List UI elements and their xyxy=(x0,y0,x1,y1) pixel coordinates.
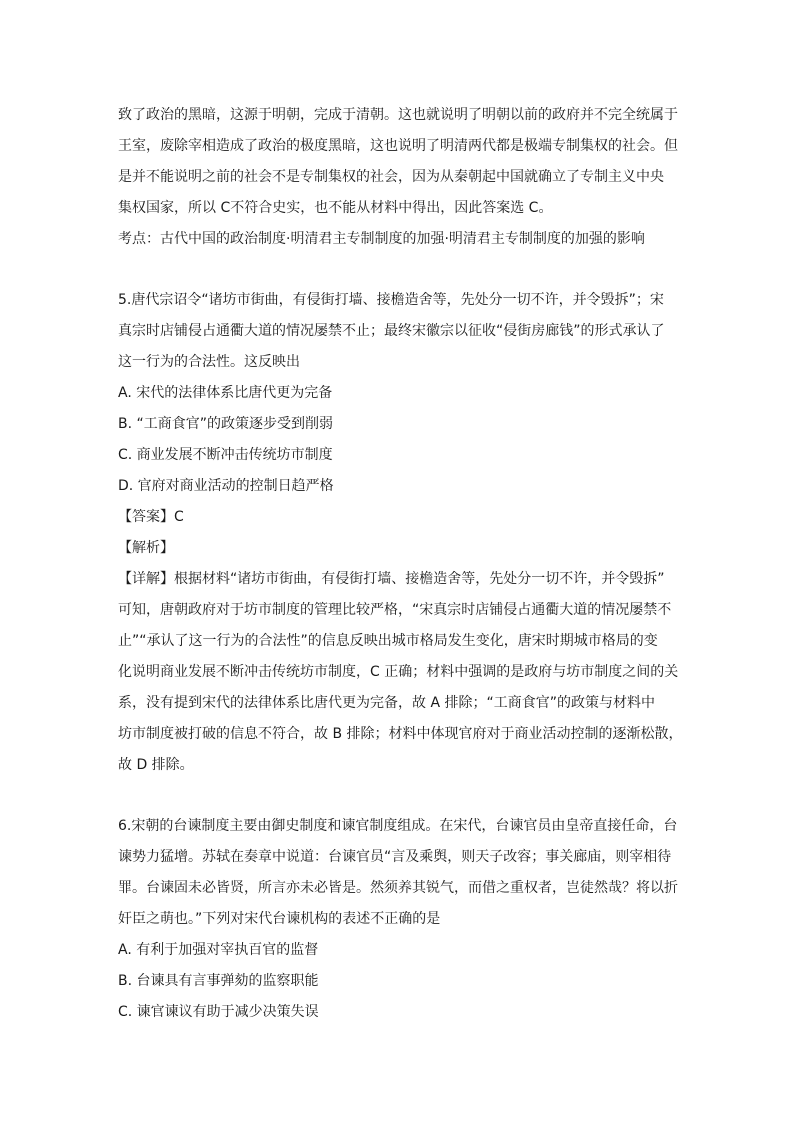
question-stem-line: 6.宋朝的台谏制度主要由御史制度和谏官制度组成。在宋代，台谏官员由皇帝直接任命，台 xyxy=(118,818,678,834)
question-stem-line: 罪。台谏固未必皆贤，所言亦未必皆是。然须养其锐气，而借之重权者，岂徒然哉？将以折 xyxy=(118,880,678,896)
question-5 xyxy=(118,285,683,781)
question-stem-line: 真宗时店铺侵占通衢大道的情况屡禁不止；最终宋徽宗以征收“侵街房廊钱”的形式承认了 xyxy=(118,323,665,339)
answer-label: 【答案】C xyxy=(118,509,184,525)
option-a: A. 宋代的法律体系比唐代更为完备 xyxy=(118,385,333,401)
analysis-label: 【解析】 xyxy=(118,540,174,556)
option-b: B. “工商食官”的政策逐步受到削弱 xyxy=(118,416,334,432)
option-a: A. 有利于加强对宰执百官的监督 xyxy=(118,942,319,958)
detail-line: 故 D 排除。 xyxy=(118,757,194,773)
detail-line: 系，没有提到宋代的法律体系比唐代更为完备，故 A 排除；“工商食官”的政策与材料中 xyxy=(118,695,655,711)
page-content xyxy=(118,100,683,1028)
question-6 xyxy=(118,811,678,1028)
q4-answer-tail xyxy=(118,100,678,255)
option-c: C. 谏官谏议有助于减少决策失误 xyxy=(118,1004,319,1020)
kaodian-note: 考点：古代中国的政治制度·明清君主专制制度的加强·明清君主专制制度的加强的影响 xyxy=(118,231,645,247)
detail-line: 可知，唐朝政府对于坊市制度的管理比较严格，“宋真宗时店铺侵占通衢大道的情况屡禁不 xyxy=(118,602,672,618)
option-d: D. 官府对商业活动的控制日趋严格 xyxy=(118,478,334,494)
detail-line: 【详解】根据材料“诸坊市街曲，有侵街打墙、接檐造舍等，先处分一切不许，并令毁拆” xyxy=(118,571,665,587)
option-c: C. 商业发展不断冲击传统坊市制度 xyxy=(118,447,333,463)
detail-line: 止”“承认了这一行为的合法性”的信息反映出城市格局发生变化，唐宋时期城市格局的变 xyxy=(118,633,658,649)
question-stem-line: 奸臣之萌也。”下列对宋代台谏机构的表述不正确的是 xyxy=(118,911,441,927)
question-stem-line: 这一行为的合法性。这反映出 xyxy=(118,354,300,370)
text-line: 王室，废除宰相造成了政治的极度黑暗，这也说明了明清两代都是极端专制集权的社会。但 xyxy=(118,138,678,154)
text-line: 是并不能说明之前的社会不是专制集权的社会，因为从秦朝起中国就确立了专制主义中央 xyxy=(118,169,664,185)
text-line: 集权国家，所以 C不符合史实，也不能从材料中得出，因此答案选 C。 xyxy=(118,200,553,216)
detail-line: 坊市制度被打破的信息不符合，故 B 排除；材料中体现官府对于商业活动控制的逐渐松散， xyxy=(118,726,683,742)
text-line: 致了政治的黑暗，这源于明朝，完成于清朝。这也就说明了明朝以前的政府并不完全统属于 xyxy=(118,107,678,123)
spacer xyxy=(118,781,678,811)
option-b: B. 台谏具有言事弹劾的监察职能 xyxy=(118,973,319,989)
question-stem-line: 5.唐代宗诏令“诸坊市街曲，有侵街打墙、接檐造舍等，先处分一切不许，并令毁拆”；宋 xyxy=(118,292,664,308)
spacer xyxy=(118,255,678,285)
question-stem-line: 谏势力猛增。苏轼在奏章中说道：台谏官员“言及乘舆，则天子改容；事关廊庙，则宰相待 xyxy=(118,849,672,865)
detail-line: 化说明商业发展不断冲击传统坊市制度，C 正确；材料中强调的是政府与坊市制度之间的关 xyxy=(118,664,679,680)
